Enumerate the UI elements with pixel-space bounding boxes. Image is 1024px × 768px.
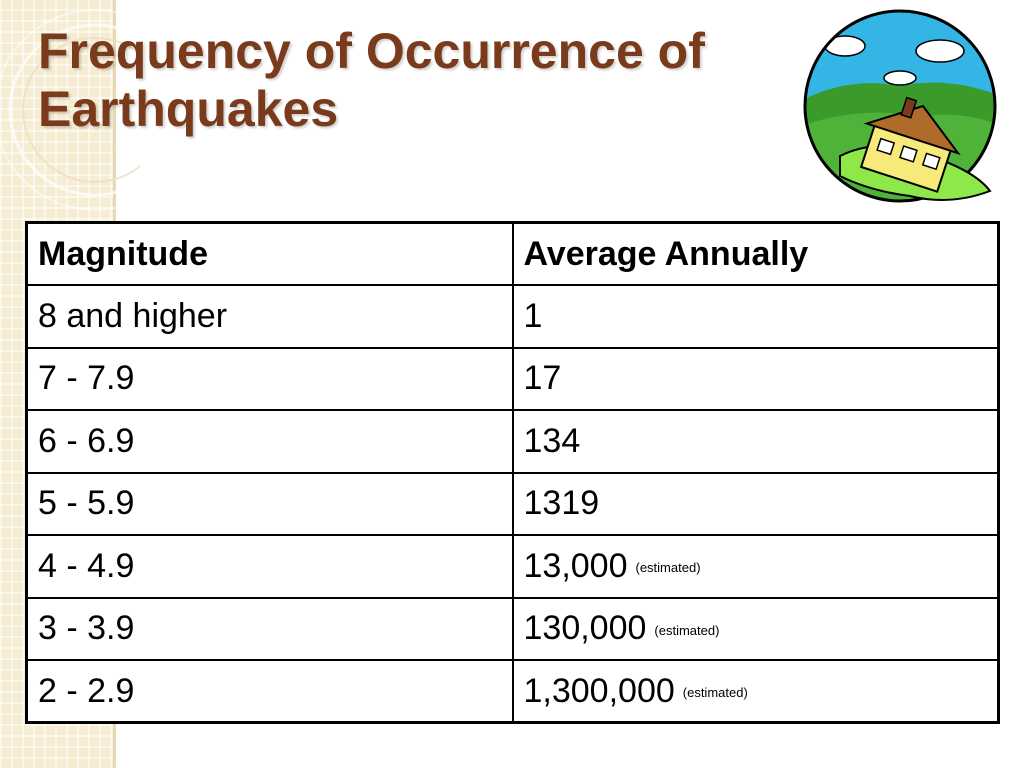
table-row [27, 535, 999, 598]
average-value: 1319 [523, 484, 600, 523]
header-average-annually: Average Annually [513, 223, 999, 286]
table-row [27, 660, 999, 723]
average-value: 13,000 [523, 546, 628, 585]
average-cell [513, 660, 999, 723]
magnitude-cell: 8 and higher [27, 285, 513, 348]
estimated-note: (estimated) [654, 622, 720, 638]
table-header-row [27, 223, 999, 286]
average-value: 1 [523, 296, 543, 335]
average-cell [513, 535, 999, 598]
magnitude-cell: 5 - 5.9 [27, 473, 513, 536]
average-value: 17 [523, 359, 562, 398]
tilted-house-earthquake-icon [800, 6, 1000, 216]
earthquake-frequency-table [25, 221, 1000, 724]
table-row [27, 285, 999, 348]
header-magnitude: Magnitude [27, 223, 513, 286]
estimated-note: (estimated) [635, 560, 701, 576]
average-value: 134 [523, 421, 581, 460]
magnitude-cell: 6 - 6.9 [27, 410, 513, 473]
table-row [27, 598, 999, 661]
average-cell [513, 410, 999, 473]
average-cell [513, 598, 999, 661]
estimated-note: (estimated) [682, 685, 748, 701]
slide-title: Frequency of Occurrence of Earthquakes [38, 23, 705, 137]
table-row [27, 473, 999, 536]
average-value: 1,300,000 [523, 671, 675, 710]
magnitude-cell: 4 - 4.9 [27, 535, 513, 598]
average-cell [513, 285, 999, 348]
magnitude-cell: 3 - 3.9 [27, 598, 513, 661]
table-row [27, 410, 999, 473]
magnitude-cell: 7 - 7.9 [27, 348, 513, 411]
average-value: 130,000 [523, 609, 647, 648]
average-cell [513, 348, 999, 411]
magnitude-cell: 2 - 2.9 [27, 660, 513, 723]
table-row [27, 348, 999, 411]
average-cell [513, 473, 999, 536]
